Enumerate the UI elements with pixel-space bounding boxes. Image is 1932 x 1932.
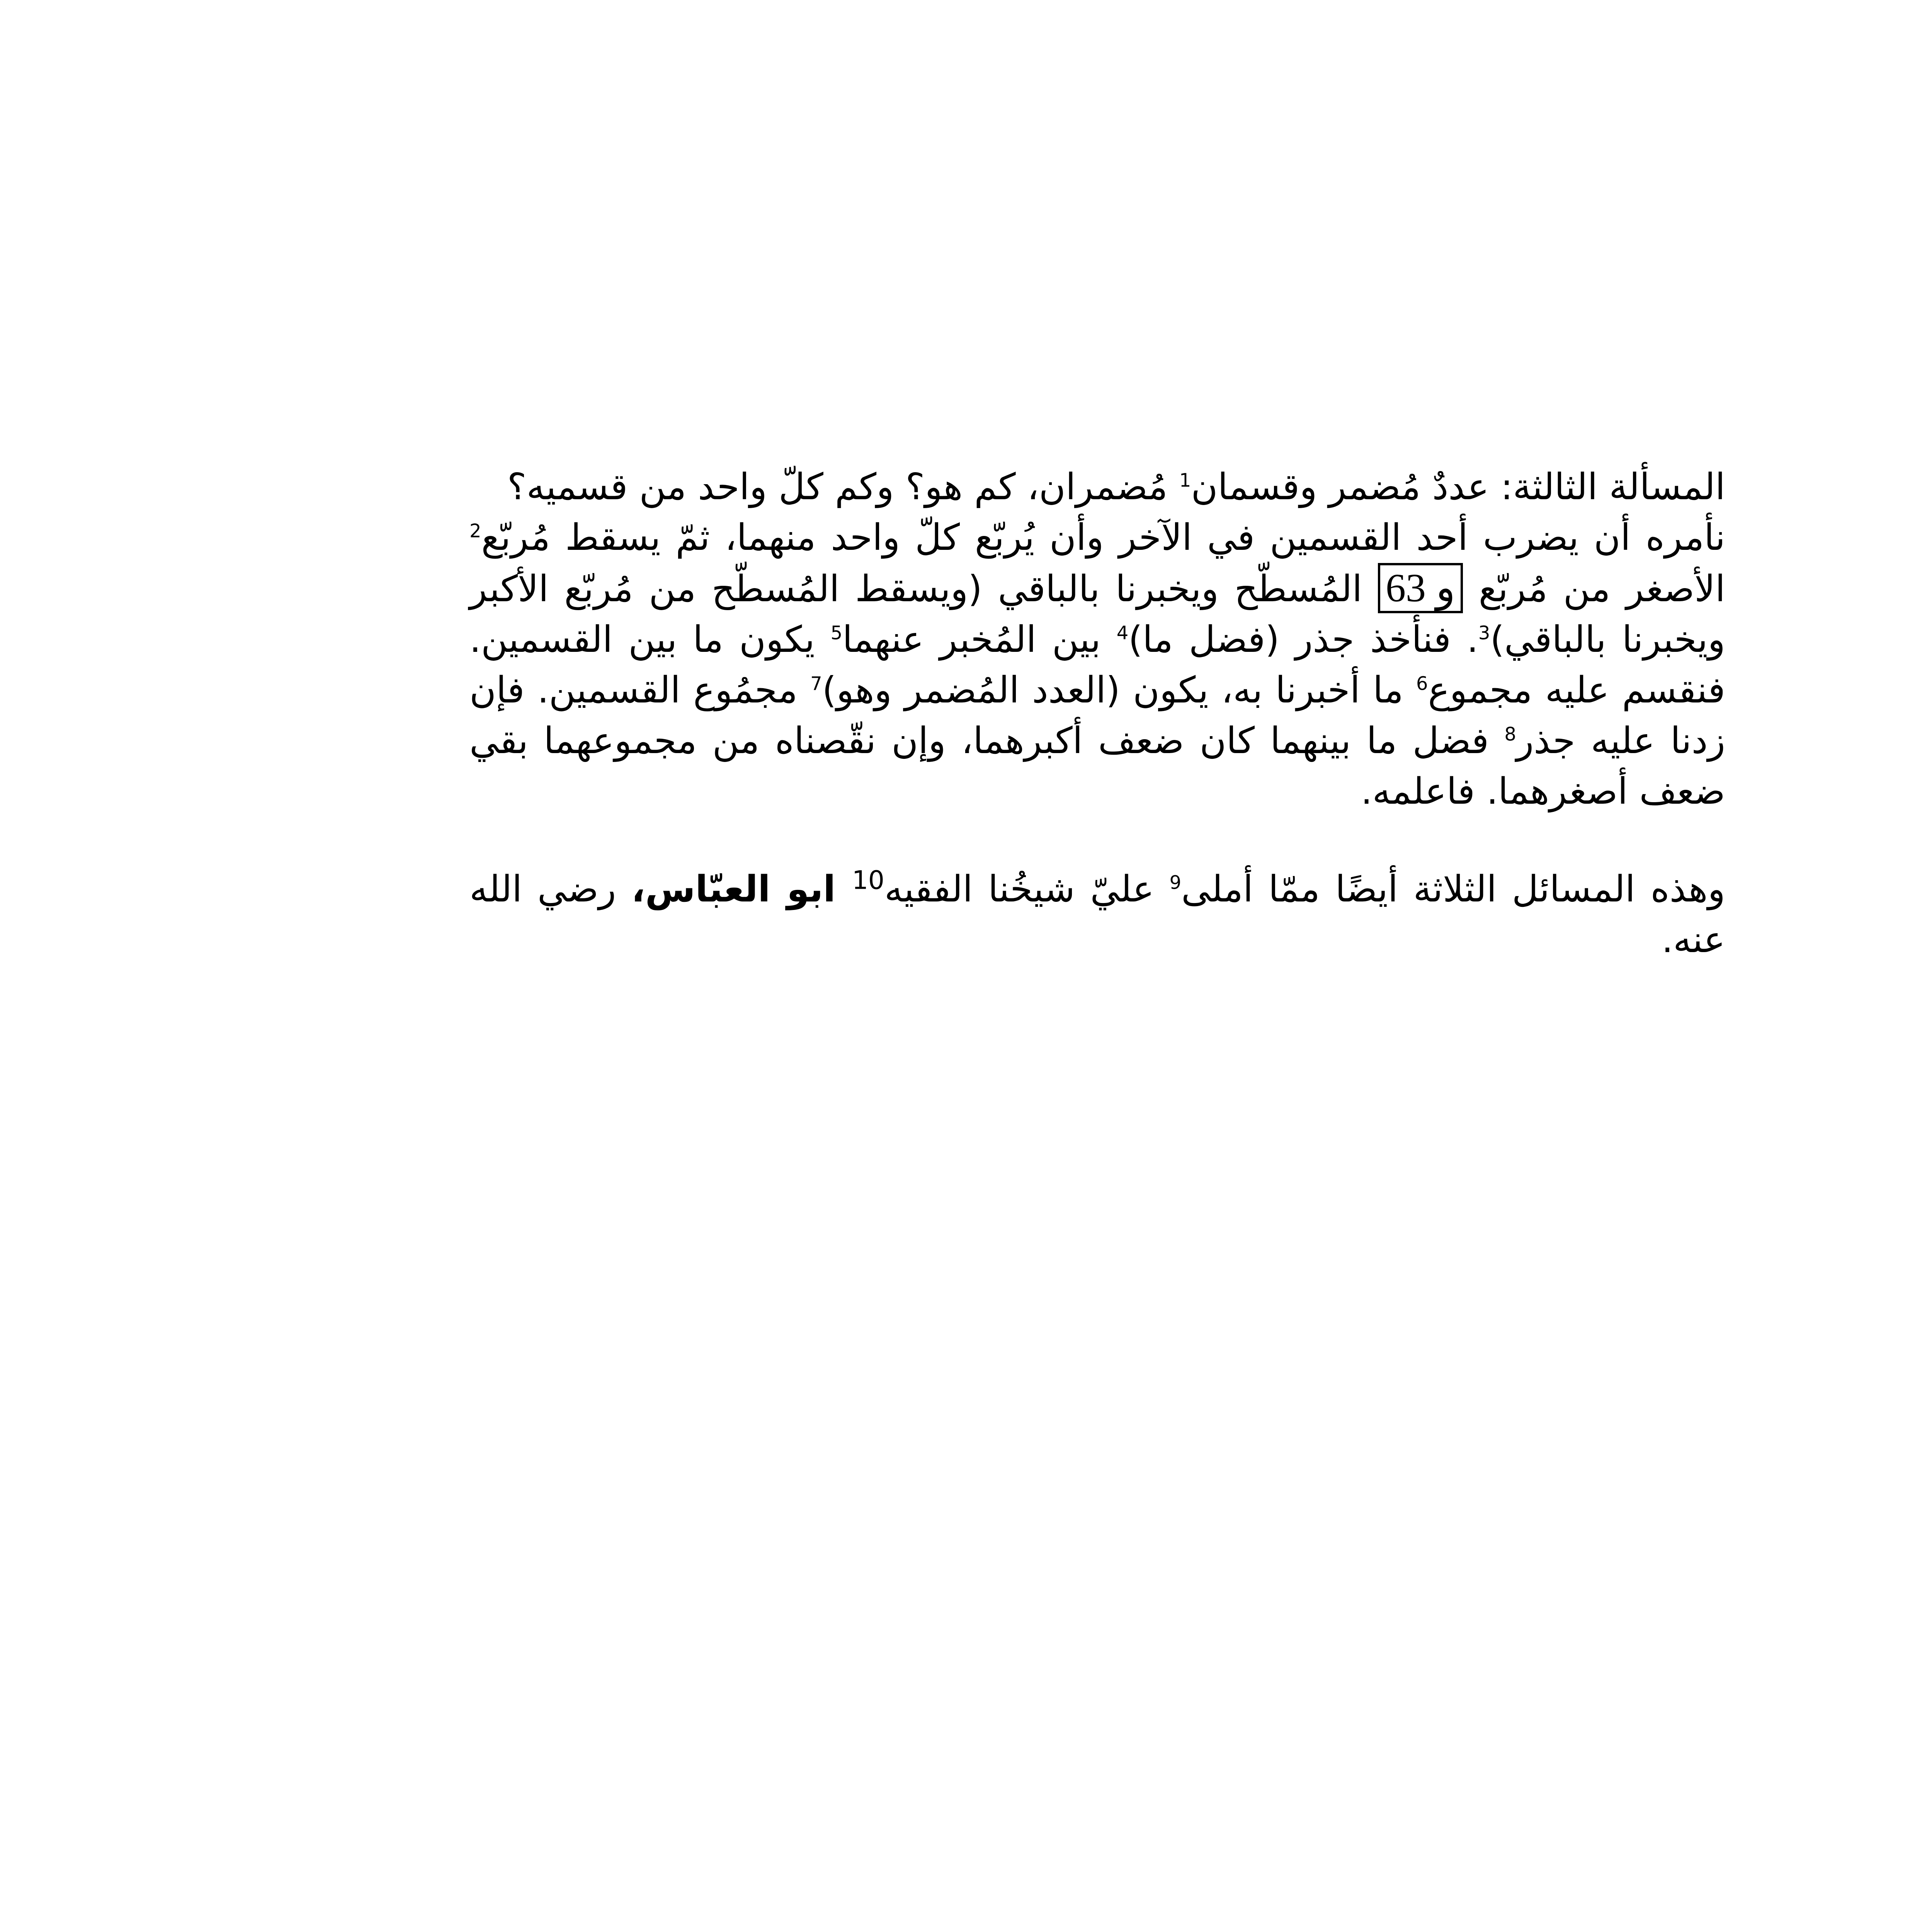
footnote-marker: 1: [1179, 469, 1191, 492]
text-run: المُسطّح ويخبرنا بالباقي (ويسقط المُسطّح من مُربّع الأكبر ويخبرنا بالباقي): [469, 568, 1725, 661]
footnote-marker: 3: [1478, 622, 1490, 644]
text-run: . فنأخذ جذر (فضل ما): [1128, 619, 1478, 661]
text-run: بين المُخبر عنهما: [842, 619, 1117, 661]
footnote-marker: 6: [1416, 673, 1428, 695]
text-run: الأصغر من مُربّع: [1463, 568, 1725, 610]
footnote-marker: 8: [1504, 723, 1516, 745]
main-text: [469, 462, 1725, 965]
text-run: مجمُوع القسمين. فإن زدنا عليه جذر: [469, 669, 1725, 762]
scholar-name: ابو العبّاس،: [631, 868, 852, 910]
text-run: يكون ما بين القسمين. فنقسم عليه مجموع: [469, 619, 1725, 711]
paragraph-gap: [469, 817, 1725, 864]
paragraph-method: [469, 512, 1725, 817]
footnote-marker: 7: [810, 673, 822, 695]
folio-reference-box: 63 و: [1378, 563, 1463, 613]
text-run: عليّ شيخُنا الفقيه: [884, 868, 1170, 910]
footnote-marker: 5: [830, 622, 843, 644]
text-run: ما أخبرنا به، يكون (العدد المُضمر وهو): [822, 669, 1417, 711]
footnote-marker: 10: [852, 865, 884, 895]
text-run: وهذه المسائل الثلاثة أيضًا ممّا أملى: [1181, 868, 1726, 910]
text-run: رضي الله عنه.: [469, 868, 1725, 961]
footnote-marker: 9: [1169, 872, 1182, 894]
text-run: نأمره أن يضرب أحد القسمين في الآخر وأن يُربّع كلّ واحد منهما، ثمّ يسقط مُربّع: [481, 517, 1725, 559]
text-run: فضل ما بينهما كان ضعف أكبرهما، وإن نقّصناه من مجموعهما بقي ضعف أصغرهما. فاعلمه.: [469, 720, 1725, 813]
paragraph-problem-three: [469, 462, 1725, 512]
footnote-marker: 4: [1116, 622, 1129, 644]
text-run: مُضمران، كم هو؟ وكم كلّ واحد من قسميه؟: [507, 466, 1179, 508]
text-run: المسألة الثالثة: عددٌ مُضمر وقسمان: [1191, 466, 1725, 508]
footnote-marker: 2: [469, 520, 481, 542]
paragraph-closing: [469, 864, 1725, 965]
